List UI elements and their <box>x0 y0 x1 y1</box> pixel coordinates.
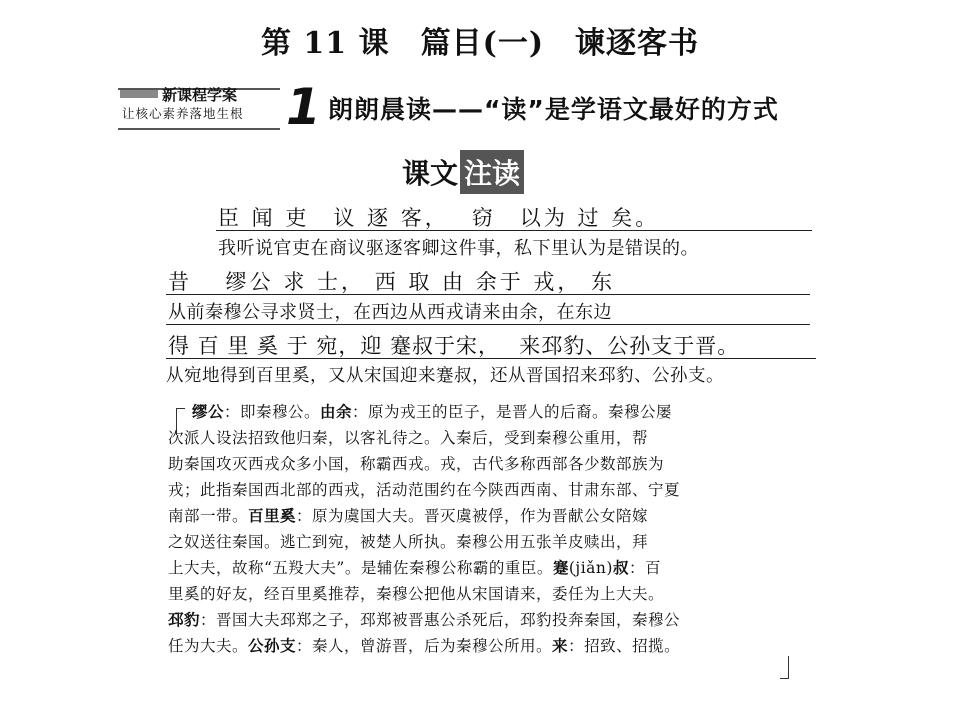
note-line <box>168 556 661 578</box>
note-term: 叔 <box>612 559 629 577</box>
translation-line-1: 我听说官吏在商议驱逐客卿这件事，私下里认为是错误的。 <box>218 238 699 259</box>
note-text: 任为大夫。 <box>168 637 249 655</box>
note-text: ：秦人，曾游晋，后为秦穆公所用。 <box>296 637 553 655</box>
original-text-line-1: 臣 闻 吏 议 逐 客， 窃 以为 过 矣。 <box>218 206 660 230</box>
note-text: 南部一带。 <box>168 507 249 525</box>
translation-line-2: 从前秦穆公寻求贤士，在西边从西戎请来由余，在东边 <box>168 302 612 323</box>
note-term: 由余 <box>320 403 353 421</box>
note-text: ：原为虞国大夫。晋灭虞被俘，作为晋献公女陪嫁 <box>296 507 649 525</box>
page-title: 第 11 课 篇目(一) 谏逐客书 <box>260 26 700 61</box>
note-line <box>168 478 680 500</box>
brand-title: 新课程学案 <box>162 86 238 104</box>
note-line <box>168 426 648 448</box>
note-term: 百里奚 <box>248 507 297 525</box>
note-term: 来 <box>552 637 569 655</box>
section-title <box>400 150 524 190</box>
divider-line-1 <box>216 230 812 231</box>
section-title-part1: 课文 <box>402 157 459 190</box>
note-line <box>168 530 648 552</box>
note-text: ：百 <box>628 559 661 577</box>
note-term: 蹇 <box>552 559 569 577</box>
note-line <box>192 400 672 422</box>
note-text: ：即秦穆公。 <box>224 403 321 421</box>
original-text-line-3: 得 百 里 奚 于 宛，迎 蹇叔于宋， 来邳豹、公孙支于晋。 <box>168 334 740 358</box>
brand-slogan: 让核心素养落地生根 <box>122 106 244 121</box>
banner-heading: 朗朗晨读——“读”是学语文最好的方式 <box>328 95 779 124</box>
note-text: 之奴送往秦国。逃亡到宛，被楚人所执。秦穆公用五张羊皮赎出，拜 <box>168 533 649 551</box>
divider-line-2 <box>166 294 810 295</box>
note-term: 缪公 <box>192 403 225 421</box>
note-line <box>168 608 680 630</box>
section-banner <box>118 78 858 136</box>
notes-bracket-close <box>780 656 789 679</box>
note-line <box>168 582 664 604</box>
note-term: 公孙支 <box>248 637 297 655</box>
note-line <box>168 634 680 656</box>
divider-line-2b <box>166 324 810 325</box>
note-text: 戎；此指秦国西北部的西戎，活动范围约在今陕西西南、甘肃东部、宁夏 <box>168 481 681 499</box>
note-text: 助秦国攻灭西戎众多小国，称霸西戎。戎，古代多称西部各少数部族为 <box>168 455 665 473</box>
note-line <box>168 504 648 526</box>
divider-line-3 <box>166 358 816 359</box>
note-text: 次派人设法招致他归秦，以客礼待之。入秦后，受到秦穆公重用，帮 <box>168 429 649 447</box>
section-title-part2: 注读 <box>460 150 524 194</box>
translation-line-3: 从宛地得到百里奚，又从宋国迎来蹇叔，还从晋国招来邳豹、公孙支。 <box>166 366 724 386</box>
note-text: (jiǎn) <box>568 559 613 577</box>
original-text-line-2: 昔 缪公 求 士， 西 取 由 余于 戎， 东 <box>168 270 616 294</box>
brand-bar-decoration <box>120 90 158 98</box>
note-line <box>168 452 664 474</box>
note-text: ：晋国大夫邳郑之子，邳郑被晋惠公杀死后，邳豹投奔秦国，秦穆公 <box>200 611 681 629</box>
note-text: ：原为戎王的臣子，是晋人的后裔。秦穆公屡 <box>352 403 673 421</box>
note-text: ：招致、招揽。 <box>568 637 681 655</box>
note-term: 邳豹 <box>168 611 201 629</box>
note-text: 里奚的好友，经百里奚推荐，秦穆公把他从宋国请来，委任为上大夫。 <box>168 585 665 603</box>
section-number: 1 <box>286 78 321 136</box>
note-text: 上大夫，故称“五羖大夫”。是辅佐秦穆公称霸的重臣。 <box>168 559 553 577</box>
